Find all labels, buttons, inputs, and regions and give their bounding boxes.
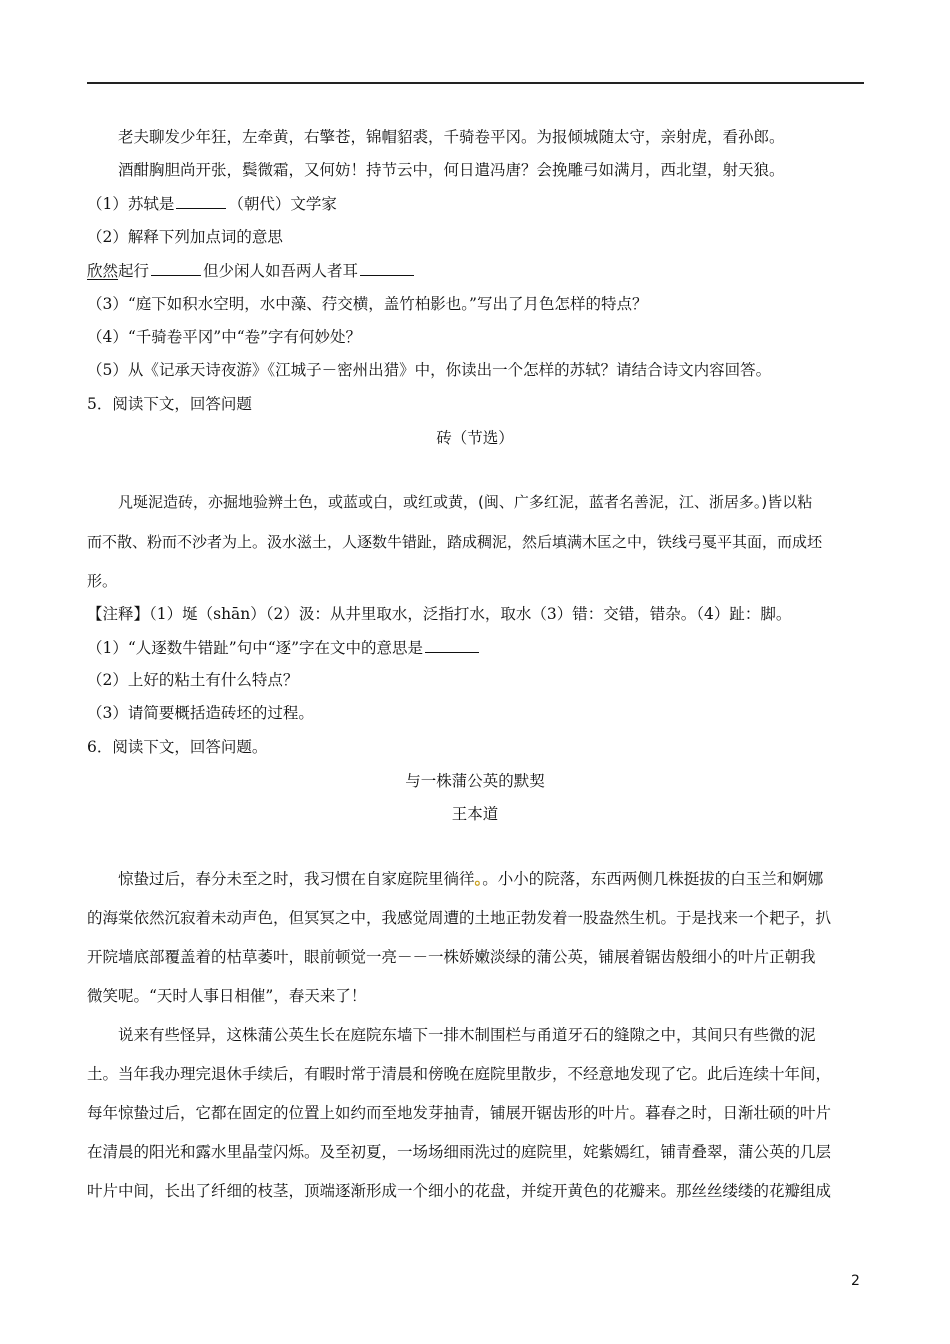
q4-3: （3）“庭下如积水空明，水中藻、荇交横，盖竹柏影也。”写出了月色怎样的特点？ xyxy=(87,295,648,313)
answer-blank[interactable] xyxy=(176,193,226,209)
section-5-heading: 5．阅读下文，回答问题 xyxy=(87,395,252,413)
section-6-author: 王本道 xyxy=(451,805,499,823)
s6-p1-line-4: 微笑呢。“天时人事日相催”，春天来了！ xyxy=(87,987,367,1005)
page-number: 2 xyxy=(851,1273,860,1289)
s5-para-line-2: 而不散、粉而不沙者为上。汲水滋土，人逐数牛错趾，踏成稠泥，然后填满木匡之中，铁线弓戛平其面，而成坯 xyxy=(87,533,823,551)
s5-para-line-1: 凡埏泥造砖，亦掘地验辨土色，或蓝或白，或红或黄，(闽、广多红泥，蓝者名善泥，江、浙居多。)皆以粘 xyxy=(118,493,813,511)
s6-p2-line-4: 在清晨的阳光和露水里晶莹闪烁。及至初夏，一场场细雨洗过的庭院里，姹紫嫣红，铺青叠翠，蒲公英的几层 xyxy=(87,1143,832,1161)
section-6-title: 与一株蒲公英的默契 xyxy=(405,772,545,790)
s5-note: 【注释】（1）埏（shān）（2）汲：从井里取水，泛指打水，取水（3）错：交错，错杂。（4）趾：脚。 xyxy=(87,605,792,623)
answer-blank[interactable] xyxy=(151,260,201,276)
poem-line-2: 酒酣胸胆尚开张，鬓微霜，又何妨！持节云中，何日遣冯唐？会挽雕弓如满月，西北望，射天狼。 xyxy=(118,161,785,179)
q4-1: （1）苏轼是 （朝代）文学家 xyxy=(87,195,337,213)
answer-blank[interactable] xyxy=(425,637,479,653)
s5-para-line-3: 形。 xyxy=(87,572,118,590)
s6-p2-line-2: 土。当年我办理完退休手续后，有暇时常于清晨和傍晚在庭院里散步，不经意地发现了它。此后连续十年间， xyxy=(87,1065,832,1083)
s6-p1-line-1: 惊蛰过后，春分未至之时，我习惯在自家庭院里徜徉。。小小的院落，东西两侧几株挺拔的白玉兰和婀娜 xyxy=(118,869,824,888)
s6-p1-line-3: 开院墙底部覆盖着的枯草萎叶，眼前顿觉一亮－－一株娇嫩淡绿的蒲公英，铺展着锯齿般细小的叶片正朝我 xyxy=(87,948,816,966)
q4-5: （5）从《记承天诗夜游》《江城子－密州出猎》中，你读出一个怎样的苏轼？请结合诗文内容回答。 xyxy=(87,361,772,379)
emphasis-dot: 。 xyxy=(474,869,483,888)
s5-q1: （1）“人逐数牛错趾”句中“逐”字在文中的意思是 xyxy=(87,637,481,658)
s6-p2-line-5: 叶片中间，长出了纤细的枝茎，顶端逐渐形成一个细小的花盘，并绽开黄色的花瓣来。那丝丝缕缕的花瓣组成 xyxy=(87,1182,832,1200)
poem-line-1: 老夫聊发少年狂，左牵黄，右擎苍，锦帽貂裘，千骑卷平冈。为报倾城随太守，亲射虎，看孙郎。 xyxy=(118,128,785,146)
section-6-heading: 6．阅读下文，回答问题。 xyxy=(87,738,268,756)
q4-2-words: 欣然起行 但少闲人如吾两人者耳 xyxy=(87,260,416,281)
q4-4: （4）“千骑卷平冈”中“卷”字有何妙处？ xyxy=(87,328,362,346)
s5-q2: （2）上好的粘土有什么特点？ xyxy=(87,671,299,689)
header-rule xyxy=(87,82,864,84)
s5-q3: （3）请简要概括造砖坯的过程。 xyxy=(87,704,314,722)
s6-p1-line-2: 的海棠依然沉寂着未动声色，但冥冥之中，我感觉周遭的土地正勃发着一股盎然生机。于是找来一个耙子，扒 xyxy=(87,909,832,927)
answer-blank[interactable] xyxy=(360,260,414,276)
section-5-title: 砖（节选） xyxy=(436,429,514,447)
q4-2: （2）解释下列加点词的意思 xyxy=(87,228,283,246)
s6-p2-line-3: 每年惊蛰过后，它都在固定的位置上如约而至地发芽抽青，铺展开锯齿形的叶片。暮春之时，日渐壮硕的叶片 xyxy=(87,1104,832,1122)
dotted-word: 欣然 xyxy=(87,262,119,280)
s6-p2-line-1: 说来有些怪异，这株蒲公英生长在庭院东墙下一排木制围栏与甬道牙石的缝隙之中，其间只有些微的泥 xyxy=(118,1026,816,1044)
